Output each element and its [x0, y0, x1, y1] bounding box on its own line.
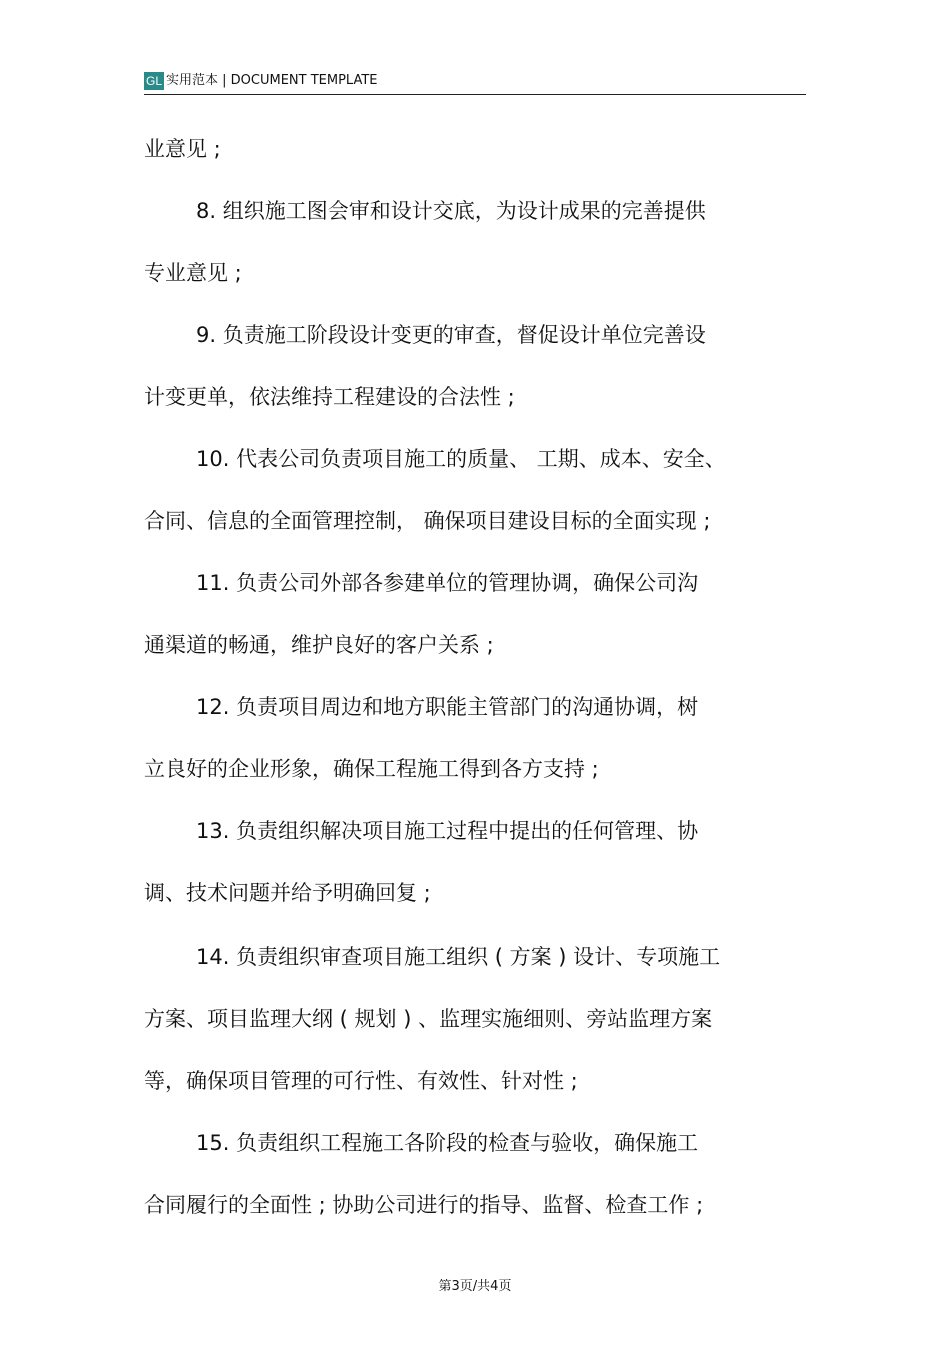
header-title: 实用范本 | DOCUMENT TEMPLATE: [166, 73, 378, 88]
body-line: 合同、信息的全面管理控制， 确保项目建设目标的全面实现 ;: [144, 509, 711, 533]
body-line: 方案、项目监理大纲 ( 规划 ) 、监理实施细则、旁站监理方案: [144, 1007, 713, 1031]
body-line: 8. 组织施工图会审和设计交底，为设计成果的完善提供: [196, 199, 706, 223]
page-header: [144, 70, 806, 95]
body-line: 13. 负责组织解决项目施工过程中提出的任何管理、协: [196, 819, 699, 843]
body-line: 14. 负责组织审查项目施工组织 ( 方案 ) 设计、专项施工: [196, 945, 721, 969]
body-line: 专业意见 ;: [144, 261, 242, 285]
body-line: 计变更单，依法维持工程建设的合法性 ;: [144, 385, 515, 409]
page-number: 第3页/共4页: [438, 1279, 512, 1294]
body-line: 15. 负责组织工程施工各阶段的检查与验收，确保施工: [196, 1131, 699, 1155]
body-line: 10. 代表公司负责项目施工的质量、 工期、成本、安全、: [196, 447, 726, 471]
body-line: 合同履行的全面性 ; 协助公司进行的指导、监督、检查工作 ;: [144, 1193, 704, 1217]
body-line: 等，确保项目管理的可行性、有效性、针对性 ;: [144, 1069, 578, 1093]
body-line: 12. 负责项目周边和地方职能主管部门的沟通协调，树: [196, 695, 699, 719]
body-line: 9. 负责施工阶段设计变更的审查，督促设计单位完善设: [196, 323, 706, 347]
logo: GL: [145, 74, 162, 88]
body-line: 11. 负责公司外部各参建单位的管理协调，确保公司沟: [196, 571, 699, 595]
body-line: 调、技术问题并给予明确回复 ;: [144, 881, 431, 905]
body-line: 立良好的企业形象，确保工程施工得到各方支持 ;: [144, 757, 599, 781]
body-line: 业意见 ;: [144, 137, 221, 161]
body-line: 通渠道的畅通，维护良好的客户关系 ;: [144, 633, 494, 657]
